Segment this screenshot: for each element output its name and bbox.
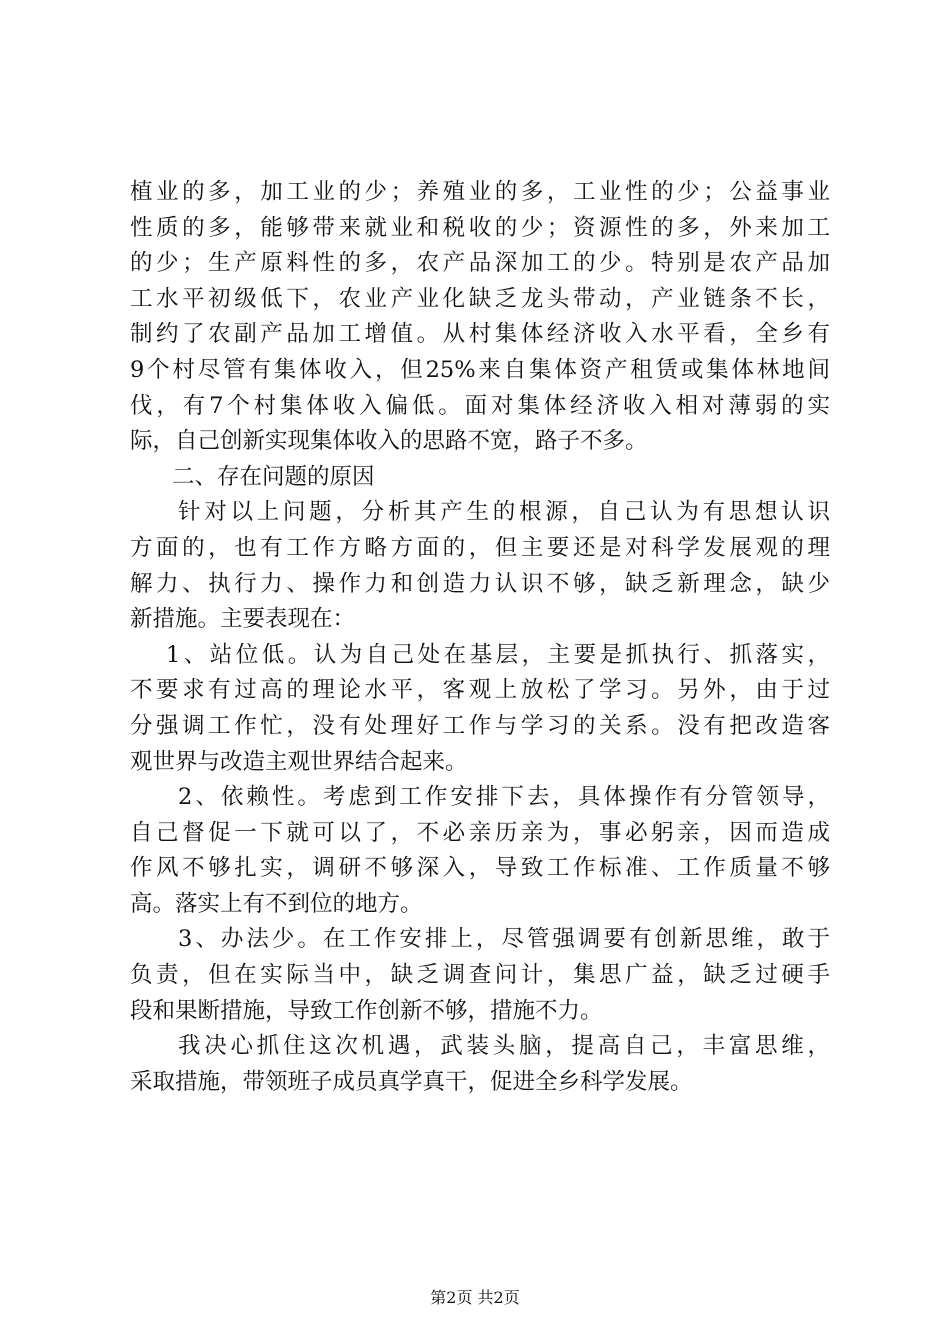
- text-line: 方面的，也有工作方略方面的，但主要还是对科学发展观的理: [130, 534, 830, 561]
- text-line: 高。落实上有不到位的地方。: [130, 890, 423, 917]
- text-line: 负责，但在实际当中，缺乏调查问计，集思广益，缺乏过硬手: [130, 962, 830, 989]
- page-footer: 第2页 共2页: [430, 1288, 520, 1307]
- text-line: 1、站位低。认为自己处在基层，主要是抓执行、抓落实，: [166, 641, 830, 668]
- text-line: 9个村尽管有集体收入，但25%来自集体资产租赁或集体林地间: [130, 356, 830, 383]
- text-line: 不要求有过高的理论水平，客观上放松了学习。另外，由于过: [130, 677, 830, 704]
- text-line: 2、依赖性。考虑到工作安排下去，具体操作有分管领导，: [178, 784, 830, 811]
- text-line: 伐，有7个村集体收入偏低。面对集体经济收入相对薄弱的实: [130, 392, 830, 419]
- text-line: 段和果断措施，导致工作创新不够，措施不力。: [130, 997, 603, 1024]
- text-line: 分强调工作忙，没有处理好工作与学习的关系。没有把改造客: [130, 712, 830, 739]
- text-line: 针对以上问题，分析其产生的根源，自己认为有思想认识: [178, 499, 830, 526]
- text-line: 3、办法少。在工作安排上，尽管强调要有创新思维，敢于: [178, 926, 830, 953]
- text-line: 我决心抓住这次机遇，武装头脑，提高自己，丰富思维，: [178, 1033, 830, 1060]
- text-line: 二、存在问题的原因: [172, 463, 375, 490]
- text-line: 工水平初级低下，农业产业化缺乏龙头带动，产业链条不长，: [130, 285, 830, 312]
- text-line: 作风不够扎实，调研不够深入，导致工作标准、工作质量不够: [130, 855, 830, 882]
- document-body: [130, 175, 830, 1100]
- text-line: 的少；生产原料性的多，农产品深加工的少。特别是农产品加: [130, 250, 830, 277]
- text-line: 自己督促一下就可以了，不必亲历亲为，事必躬亲，因而造成: [130, 819, 830, 846]
- text-line: 新措施。主要表现在：: [130, 606, 356, 633]
- text-line: 性质的多，能够带来就业和税收的少；资源性的多，外来加工: [130, 214, 830, 241]
- text-line: 际，自己创新实现集体收入的思路不宽，路子不多。: [130, 428, 648, 455]
- text-line: 解力、执行力、操作力和创造力认识不够，缺乏新理念，缺少: [130, 570, 830, 597]
- text-line: 植业的多，加工业的少；养殖业的多，工业性的少；公益事业: [130, 179, 830, 205]
- text-line: 采取措施，带领班子成员真学真干，促进全乡科学发展。: [130, 1068, 693, 1095]
- text-line: 制约了农副产品加工增值。从村集体经济收入水平看，全乡有: [130, 321, 830, 348]
- text-line: 观世界与改造主观世界结合起来。: [130, 748, 468, 775]
